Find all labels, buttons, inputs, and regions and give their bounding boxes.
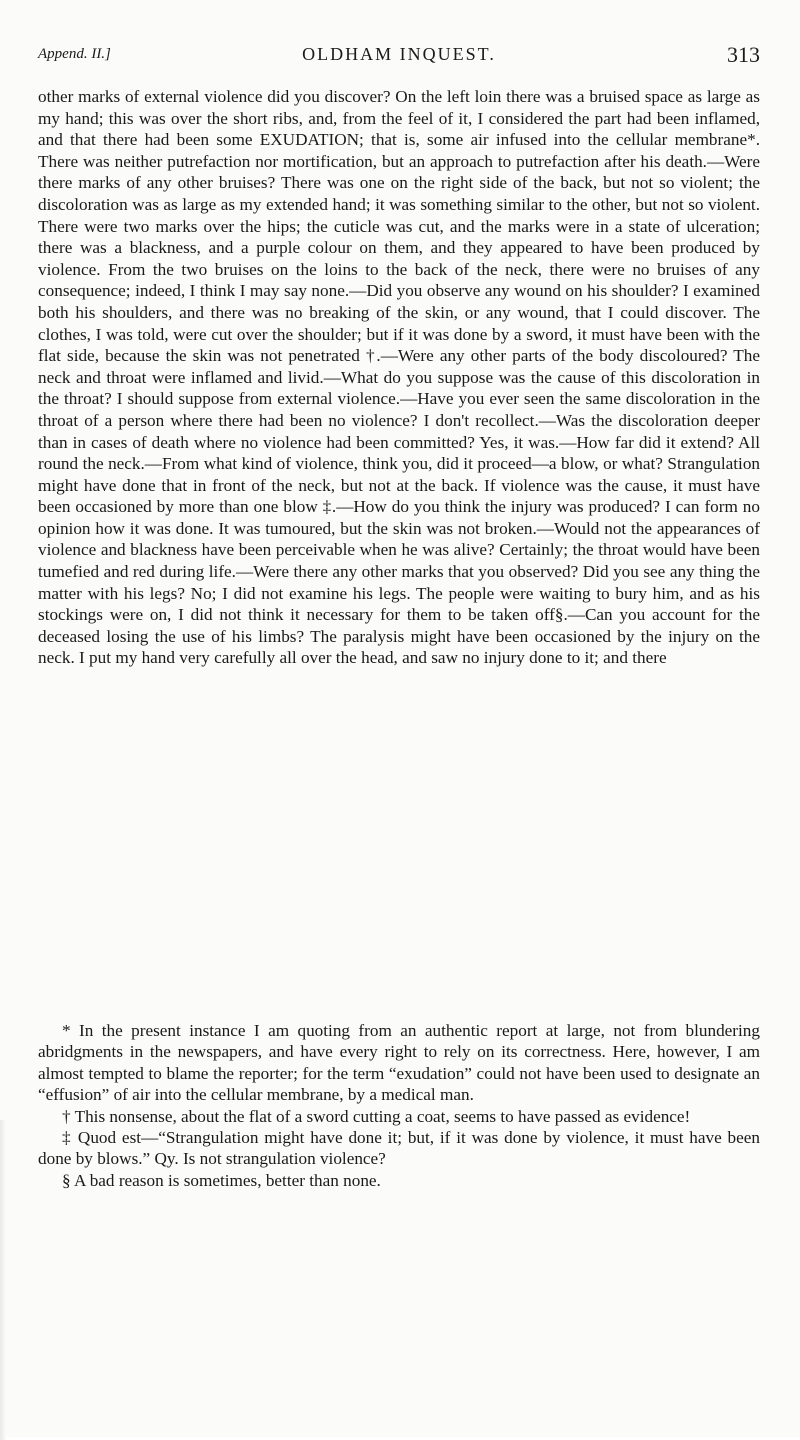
- footnotes: [38, 1020, 760, 1191]
- header-title: OLDHAM INQUEST.: [302, 44, 496, 64]
- footnote-double-dagger: ‡ Quod est—“Strangulation might have done it; but, if it was done by violence, it must have been done by blows.” Qy. Is not strangulation violence?: [38, 1128, 760, 1169]
- footnote-asterisk: * In the present instance I am quoting from an authentic report at large, not from blundering abridgments in the newspapers, and have every right to rely on its correctness. Here, however, I am almost tempted to blame the reporter; for the term “exudation” could not have been used to designate an “effusion” of air into the cellular membrane, by a medical man.: [38, 1021, 760, 1105]
- page-edge-shadow: [0, 1120, 6, 1440]
- page-number: 313: [727, 42, 760, 67]
- footnote-section: § A bad reason is sometimes, better than none.: [62, 1170, 381, 1190]
- body-paragraph: other marks of external violence did you discover? On the left loin there was a bruised space as large as my hand; this was over the short ribs, and, from the feel of it, I considered the part had been inflamed, and that there had been some EXUDATION; that is, some air infused into the cellular membrane*. There was neither putrefaction nor mortification, but an approach to putrefaction after his death.—Were there marks of any other bruises? There was one on the right side of the back, but not so violent; the discoloration was as large as my extended hand; it was something similar to the other, but not so violent. There were two marks over the hips; the cuticle was cut, and the marks were in a state of ulceration; there was a blackness, and a purple colour on them, and they appeared to have been produced by violence. From the two bruises on the loins to the back of the neck, there were no bruises of any consequence; indeed, I think I may say none.—Did you observe any wound on his shoulder? I examined both his shoulders, and there was no breaking of the skin, or any wound, that I could discover. The clothes, I was told, were cut over the shoulder; but if it was done by a sword, it must have been with the flat side, because the skin was not penetrated †.—Were any other parts of the body discoloured? The neck and throat were inflamed and livid.—What do you suppose was the cause of this discoloration in the throat? I should suppose from external violence.—Have you ever seen the same discoloration in the throat of a person where there had been no violence? I don't recollect.—Was the discoloration deeper than in cases of death where no violence had been committed? Yes, it was.—How far did it extend? All round the neck.—From what kind of violence, think you, did it proceed—a blow, or what? Strangulation might have done that in front of the neck, but not at the back. If violence was the cause, it must have been occasioned by more than one blow ‡.—How do you think the injury was produced? I can form no opinion how it was done. It was tumoured, but the skin was not broken.—Would not the appearances of violence and blackness have been perceivable when he was alive? Certainly; the throat would have been tumefied and red during life.—Were there any other marks that you observed? Did you see any thing the matter with his legs? No; I did not examine his legs. The people were waiting to bury him, and as his stockings were on, I did not think it necessary for them to be taken off§.—Can you account for the deceased losing the use of his limbs? The paralysis might have been occasioned by the injury on the neck. I put my hand very carefully all over the head, and saw no injury done to it; and there: [38, 87, 760, 668]
- footnote-dagger: † This nonsense, about the flat of a sword cutting a coat, seems to have passed as evidence!: [62, 1106, 691, 1126]
- main-text: [38, 86, 760, 669]
- running-header: [38, 42, 760, 72]
- header-section-label: Append. II.]: [38, 46, 111, 62]
